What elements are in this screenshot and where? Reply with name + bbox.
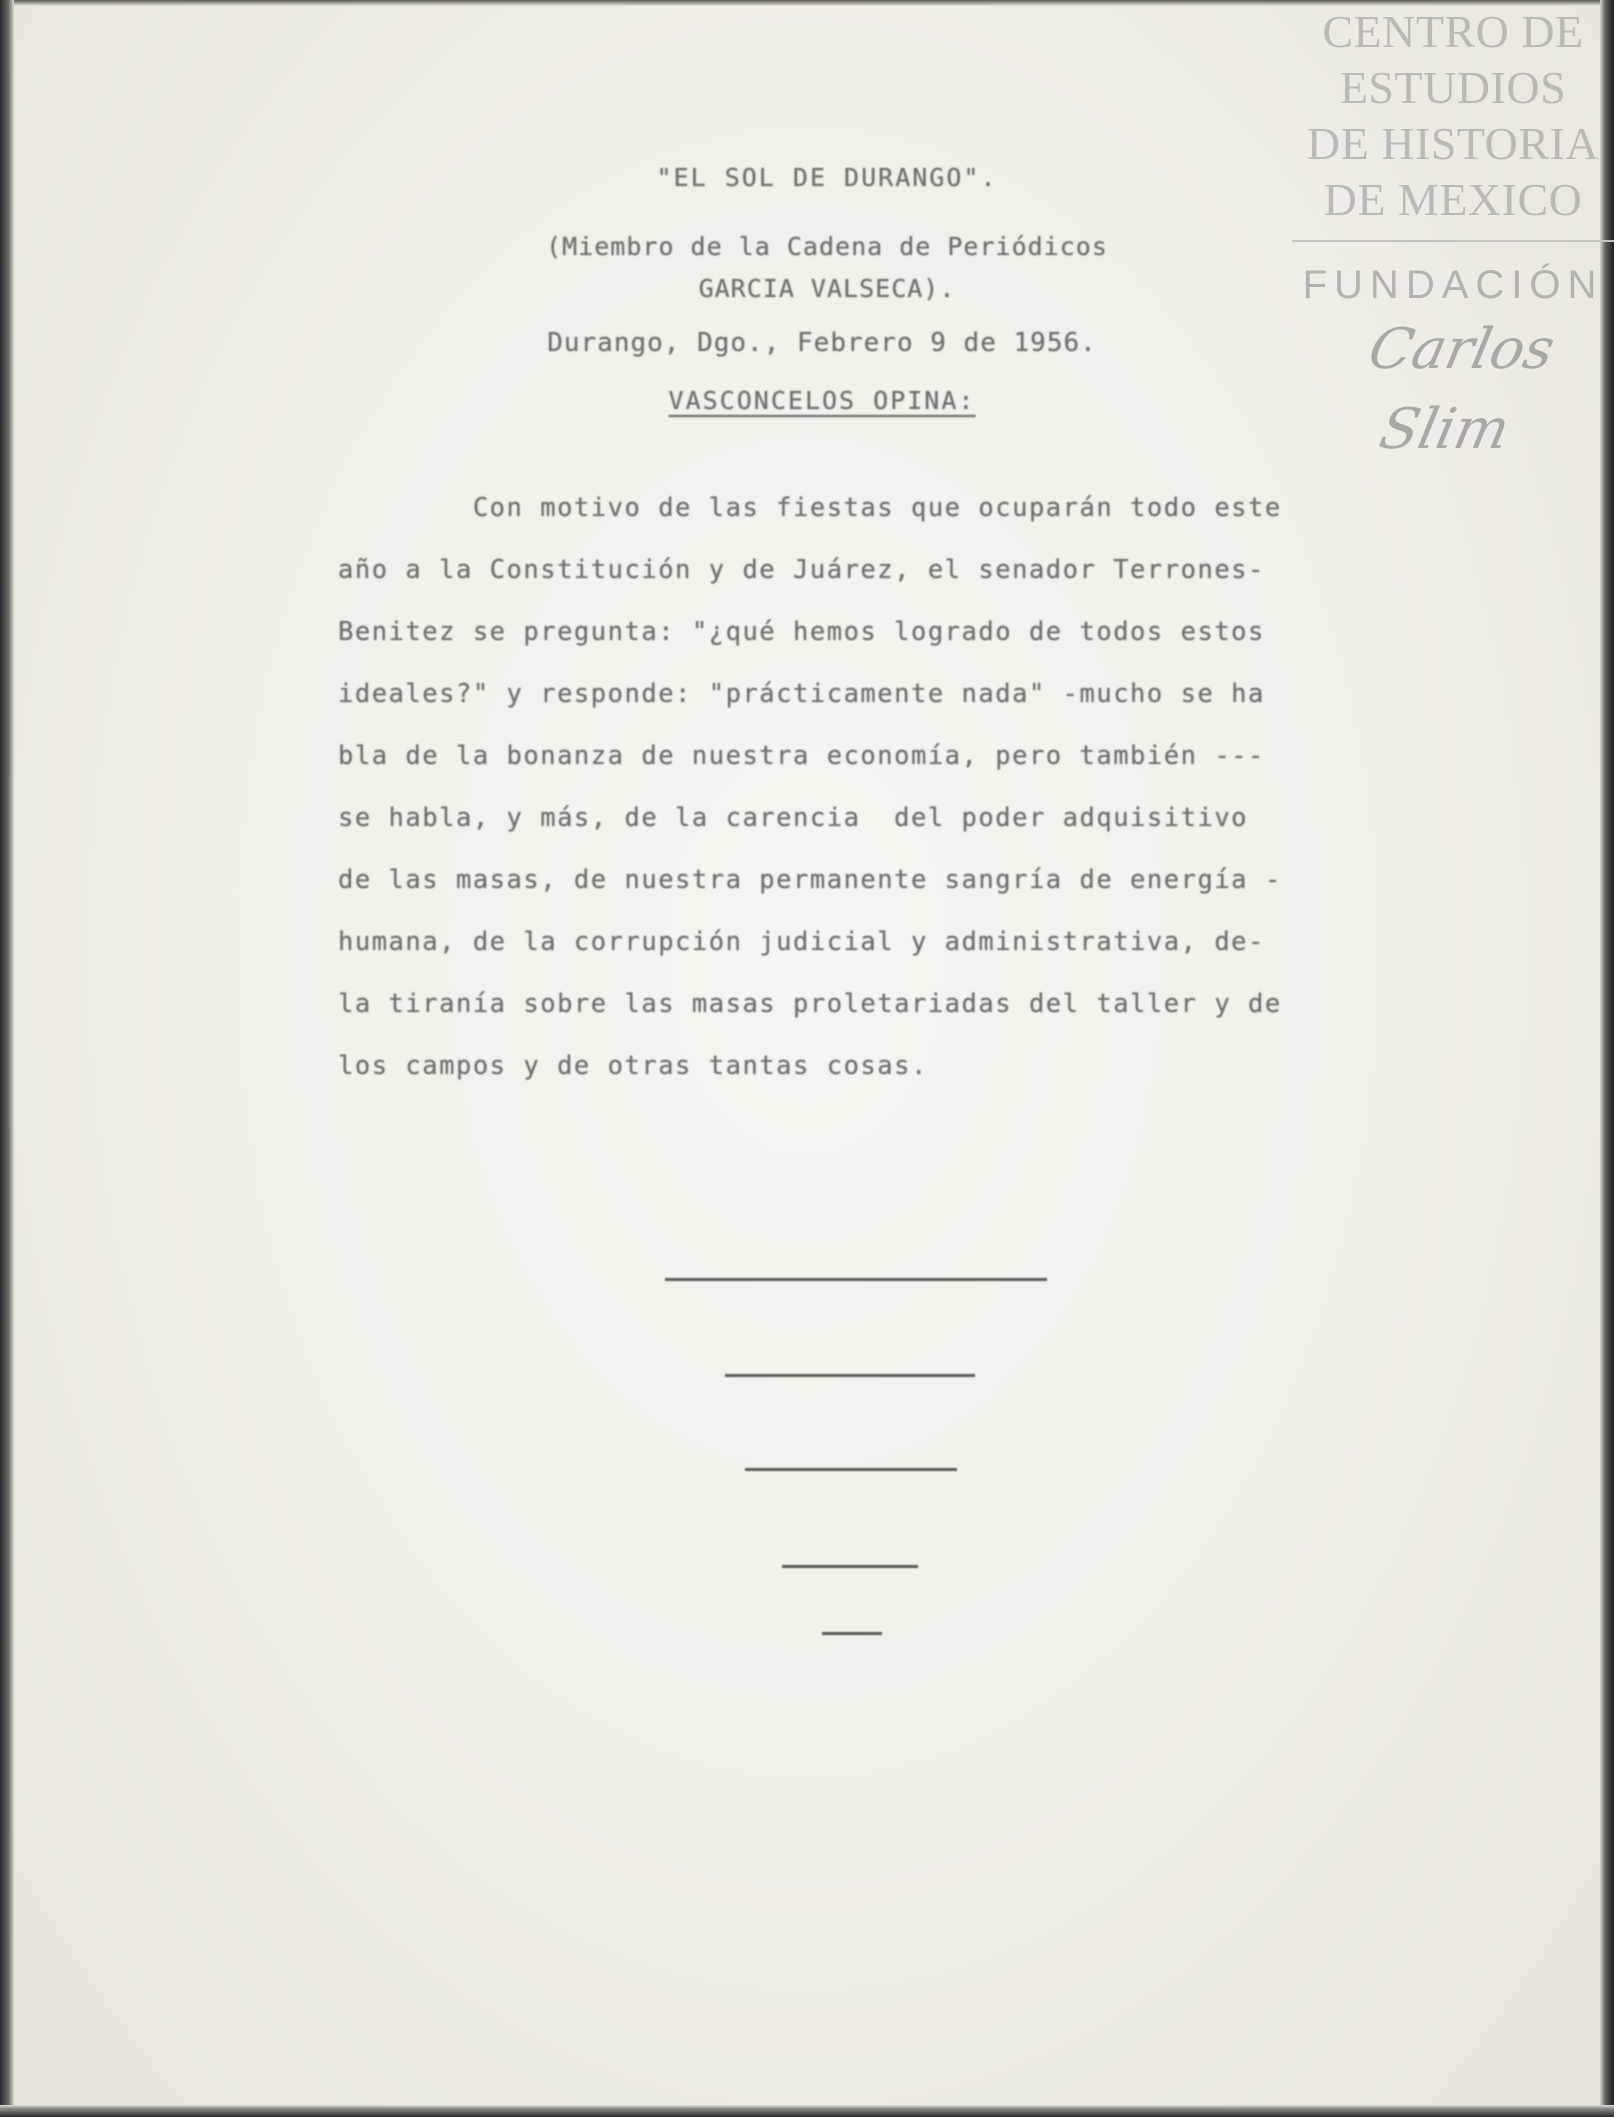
scan-edge-left — [0, 0, 14, 2117]
section-title-text: VASCONCELOS OPINA: — [668, 386, 976, 415]
closing-rule-2 — [725, 1374, 975, 1377]
member-line-2: GARCIA VALSECA). — [698, 274, 956, 303]
member-line-1: (Miembro de la Cadena de Periódicos — [546, 232, 1108, 261]
body-line: año a la Constitución y de Juárez, el senador Terrones- — [338, 555, 1265, 585]
watermark-signature: Carlos Slim — [1363, 317, 1561, 462]
closing-rule-3 — [745, 1468, 957, 1471]
body-line: ideales?" y responde: "prácticamente nada" -mucho se ha — [338, 679, 1265, 709]
body-line: Benitez se pregunta: "¿qué hemos logrado de todos estos — [338, 617, 1265, 647]
closing-rule-5 — [822, 1632, 882, 1635]
closing-rule-1 — [665, 1278, 1047, 1281]
watermark-fundacion: FUNDACIÓN — [1302, 263, 1604, 307]
newspaper-chain — [0, 226, 1614, 310]
watermark-line-4: DE MEXICO — [1323, 174, 1583, 225]
watermark-line-1: CENTRO DE — [1322, 6, 1584, 57]
watermark-line-2: ESTUDIOS — [1339, 62, 1567, 113]
body-line: bla de la bonanza de nuestra economía, pero también --- — [338, 741, 1265, 771]
newspaper-name: "EL SOL DE DURANGO". — [656, 163, 998, 192]
closing-rule-4 — [782, 1565, 918, 1568]
body-line: humana, de la corrupción judicial y administrativa, de- — [338, 927, 1265, 957]
section-title — [0, 386, 1614, 415]
body-paragraph — [338, 477, 1398, 1097]
body-line: los campos y de otras tantas cosas. — [338, 1051, 928, 1081]
body-line: Con motivo de las fiestas que ocuparán todo este — [338, 493, 1282, 523]
scan-edge-bottom — [0, 2105, 1614, 2117]
body-line: la tiranía sobre las masas proletariadas del taller y de — [338, 989, 1282, 1019]
watermark-line-3: DE HISTORIA — [1306, 118, 1600, 169]
dateline: Durango, Dgo., Febrero 9 de 1956. — [547, 328, 1097, 358]
body-line: de las masas, de nuestra permanente sangría de energía - — [338, 865, 1282, 895]
body-line: se habla, y más, de la carencia del poder adquisitivo — [338, 803, 1249, 833]
